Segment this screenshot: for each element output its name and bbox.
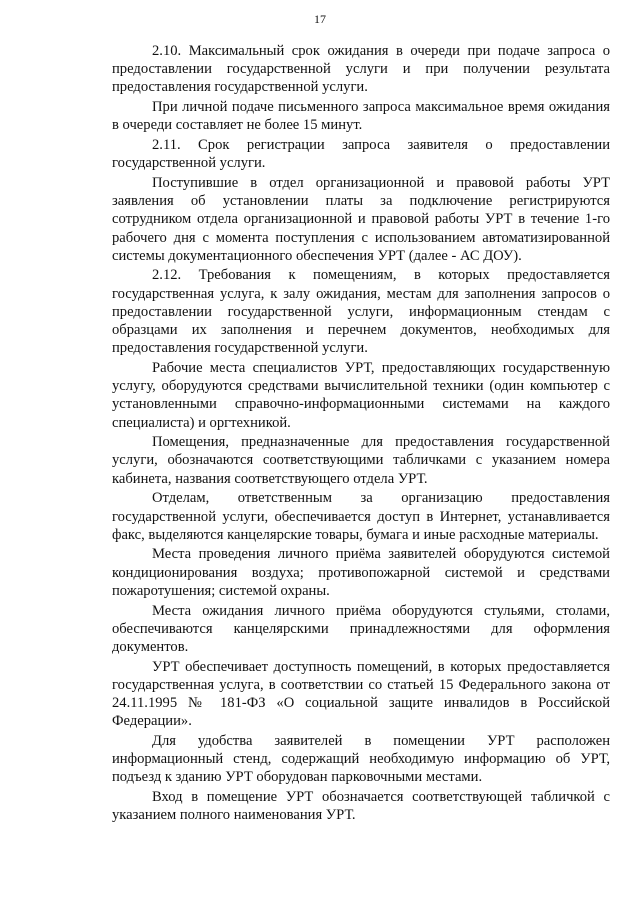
paragraph-registration: Поступившие в отдел организационной и правовой работы УРТ заявления об установлении платы за подключение регистрируются сотрудником отдела организационной и правовой работы УРТ в течение 1-го рабочего дня с момента поступления с использованием автоматизированной системы документационного обеспечения УРТ (далее - АС ДОУ). <box>112 174 610 264</box>
paragraph-2-11: 2.11. Срок регистрации запроса заявителя о предоставлении государственной услуги. <box>112 137 610 172</box>
document-body <box>112 42 610 826</box>
page-number: 17 <box>314 12 326 26</box>
paragraph-accessibility: УРТ обеспечивает доступность помещений, в которых предоставляется государственная услуга, в соответствии со статьей 15 Федерального закона от 24.11.1995 № 181-ФЗ «О социальной защите инвалидов в Российской Федерации». <box>112 658 610 730</box>
paragraph-workplaces: Рабочие места специалистов УРТ, предоставляющих государственную услугу, оборудуются средствами вычислительной техники (один компьютер с установленными справочно-информационными системами на каждого специалиста) и оргтехникой. <box>112 359 610 431</box>
paragraph-reception-places: Места проведения личного приёма заявителей оборудуются системой кондиционирования воздуха; противопожарной системой и средствами пожаротушения; системой охраны. <box>112 546 610 599</box>
paragraph-wait-time: При личной подаче письменного запроса максимальное время ожидания в очереди составляет не более 15 минут. <box>112 99 610 134</box>
paragraph-departments: Отделам, ответственным за организацию предоставления государственной услуги, обеспечивается доступ в Интернет, устанавливается факс, выделяются канцелярские товары, бумага и иные расходные материалы. <box>112 490 610 543</box>
paragraph-2-10: 2.10. Максимальный срок ожидания в очереди при подаче запроса о предоставлении государственной услуги и при получении результата предоставления государственной услуги. <box>112 43 610 96</box>
paragraph-waiting-places: Места ожидания личного приёма оборудуются стульями, столами, обеспечиваются канцелярскими принадлежностями для оформления документов. <box>112 602 610 655</box>
paragraph-entrance-sign: Вход в помещение УРТ обозначается соответствующей табличкой с указанием полного наименования УРТ. <box>112 789 610 824</box>
paragraph-info-stand: Для удобства заявителей в помещении УРТ расположен информационный стенд, содержащий необходимую информацию об УРТ, подъезд к зданию УРТ оборудован парковочными местами. <box>112 733 610 786</box>
paragraph-room-signs: Помещения, предназначенные для предоставления государственной услуги, обозначаются соответствующими табличками с указанием номера кабинета, названия соответствующего отдела УРТ. <box>112 434 610 487</box>
paragraph-2-12: 2.12. Требования к помещениям, в которых предоставляется государственная услуга, к залу ожидания, местам для заполнения запросов о предоставлении государственной услуги, информационным стендам с образцами их заполнения и перечнем документов, необходимых для предоставления государственной услуги. <box>112 267 610 357</box>
